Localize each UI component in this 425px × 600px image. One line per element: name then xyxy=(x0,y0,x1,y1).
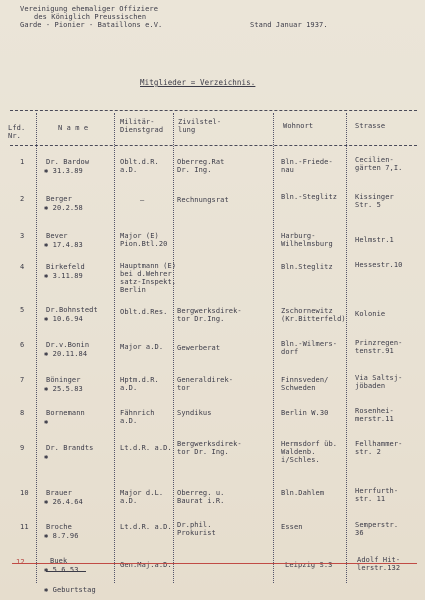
birth-star-icon: ✱ xyxy=(44,586,49,594)
column-divider xyxy=(273,113,274,583)
member-street: Via Saltsj- jöbaden xyxy=(355,374,403,390)
document-title: Mitglieder = Verzeichnis. xyxy=(140,78,256,87)
birth-star-icon: ✱ xyxy=(44,566,49,574)
birth-star-icon: ✱ xyxy=(44,272,49,280)
birthday-legend: ✱ Geburtstag xyxy=(44,586,96,594)
birth-star-icon: ✱ xyxy=(44,167,49,175)
member-residence: Leipzig S.3 xyxy=(285,561,333,569)
birth-date: ✱ 3.11.89 xyxy=(44,272,83,280)
member-name: Berger xyxy=(46,195,72,203)
member-civil: Generaldirek- tor xyxy=(177,376,234,392)
birth-date: ✱ 5.6.53 xyxy=(44,566,79,574)
member-rank: Fähnrich a.D. xyxy=(120,409,155,425)
member-street: Semperstr. 36 xyxy=(355,521,399,537)
col-header-nr: Lfd. Nr. xyxy=(8,124,26,140)
member-rank: Oblt.d.Res. xyxy=(120,308,168,316)
member-rank: – xyxy=(140,196,145,204)
birth-star-icon: ✱ xyxy=(44,418,49,426)
member-residence: Zschornewitz (Kr.Bitterfeld) xyxy=(281,307,346,323)
member-name: Dr. Brandts xyxy=(46,444,94,452)
birth-date: ✱ 20.11.84 xyxy=(44,350,88,358)
col-header-name: N a m e xyxy=(58,124,89,132)
col-header-residence: Wohnort xyxy=(283,122,314,130)
member-rank: Hauptmann (E) bei d.Wehrer satz-Inspekt. Berlin xyxy=(120,262,177,294)
member-name: Buek xyxy=(50,557,68,565)
member-residence: Finnsveden/ Schweden xyxy=(281,376,329,392)
member-residence: Bln.-Steglitz xyxy=(281,193,338,201)
member-residence: Essen xyxy=(281,523,303,531)
col-header-street: Strasse xyxy=(355,122,386,130)
member-residence: Harburg- Wilhelmsburg xyxy=(281,232,333,248)
birth-date: ✱ 20.2.58 xyxy=(44,204,83,212)
member-name: Böninger xyxy=(46,376,81,384)
member-residence: Bln.Dahlem xyxy=(281,489,325,497)
member-street: Cecilien- gärten 7,I. xyxy=(355,156,403,172)
member-civil: Rechnungsrat xyxy=(177,196,229,204)
row-nr: 6 xyxy=(20,341,25,349)
member-name: Dr. Bardow xyxy=(46,158,90,166)
birth-star-icon: ✱ xyxy=(44,315,49,323)
member-civil: Dr.phil. Prokurist xyxy=(177,521,216,537)
table-top-rule xyxy=(10,110,417,111)
member-rank: Oblt.d.R. a.D. xyxy=(120,158,159,174)
birth-date: ✱ 10.6.94 xyxy=(44,315,83,323)
org-line-1: Vereinigung ehemaliger Offiziere xyxy=(20,5,159,13)
member-civil: Oberreg.Rat Dr. Ing. xyxy=(177,158,225,174)
member-rank: Gen.Maj.a.D. xyxy=(120,561,172,569)
row-nr: 3 xyxy=(20,232,25,240)
member-name: Bever xyxy=(46,232,68,240)
birth-date: ✱ 26.4.64 xyxy=(44,498,83,506)
row-nr: 10 xyxy=(20,489,29,497)
member-name: Broche xyxy=(46,523,72,531)
member-rank: Major d.L. a.D. xyxy=(120,489,164,505)
member-name: Bornemann xyxy=(46,409,85,417)
birth-date xyxy=(44,418,48,426)
row-nr: 2 xyxy=(20,195,25,203)
row-nr: 12 xyxy=(16,558,25,566)
member-civil: Bergwerksdirek- tor Dr. Ing. xyxy=(177,440,242,456)
org-line-3: Garde - Pionier - Bataillons e.V. xyxy=(20,21,163,29)
member-street: Kissinger Str. 5 xyxy=(355,193,394,209)
member-street: Adolf Hit- lerstr.132 xyxy=(357,556,401,572)
member-civil: Gewerberat xyxy=(177,344,221,352)
org-line-2: des Königlich Preussischen xyxy=(34,13,147,21)
row-nr: 5 xyxy=(20,306,25,314)
member-residence: Bln.-Wilmers- dorf xyxy=(281,340,338,356)
member-residence: Hermsdorf üb. Waldenb. i/Schles. xyxy=(281,440,338,464)
table-header-rule xyxy=(10,145,417,146)
row-nr: 11 xyxy=(20,523,29,531)
birth-star-icon: ✱ xyxy=(44,453,49,461)
birth-date: ✱ 31.3.89 xyxy=(44,167,83,175)
member-rank: Major (E) Pion.Btl.20 xyxy=(120,232,168,248)
member-name: Dr.v.Bonin xyxy=(46,341,90,349)
row-nr: 9 xyxy=(20,444,25,452)
birth-date xyxy=(44,453,48,461)
member-rank: Major a.D. xyxy=(120,343,164,351)
member-rank: Hptm.d.R. a.D. xyxy=(120,376,159,392)
row-nr: 8 xyxy=(20,409,25,417)
member-street: Fellhammer- str. 2 xyxy=(355,440,403,456)
document-date: Stand Januar 1937. xyxy=(250,21,328,29)
member-residence: Berlin W.30 xyxy=(281,409,329,417)
member-residence: Bln.Steglitz xyxy=(281,263,333,271)
member-name: Brauer xyxy=(46,489,72,497)
row-nr: 7 xyxy=(20,376,25,384)
column-divider xyxy=(346,113,347,583)
member-rank: Lt.d.R. a.D. xyxy=(120,523,172,531)
member-street: Prinzregen- tenstr.91 xyxy=(355,339,403,355)
column-divider xyxy=(173,113,174,583)
member-street: Rosenhei- merstr.11 xyxy=(355,407,394,423)
member-street: Hessestr.10 xyxy=(355,261,403,269)
member-civil: Syndikus xyxy=(177,409,212,417)
birth-star-icon: ✱ xyxy=(44,350,49,358)
birth-star-icon: ✱ xyxy=(44,498,49,506)
member-street: Kolonie xyxy=(355,310,386,318)
member-civil: Bergwerksdirek- tor Dr.Ing. xyxy=(177,307,242,323)
member-civil: Oberreg. u. Baurat i.R. xyxy=(177,489,225,505)
birth-star-icon: ✱ xyxy=(44,241,49,249)
birth-star-icon: ✱ xyxy=(44,204,49,212)
birth-date: ✱ 17.4.83 xyxy=(44,241,83,249)
col-header-civil: Zivilstel- lung xyxy=(178,118,222,134)
column-divider xyxy=(36,113,37,583)
row-nr: 1 xyxy=(20,158,25,166)
member-rank: Lt.d.R. a.D. xyxy=(120,444,172,452)
birth-date: ✱ 8.7.96 xyxy=(44,532,79,540)
member-street: Helmstr.1 xyxy=(355,236,394,244)
birth-star-icon: ✱ xyxy=(44,385,49,393)
member-name: Dr.Bohnstedt xyxy=(46,306,98,314)
column-divider xyxy=(114,113,115,583)
strike-through-line xyxy=(12,563,417,564)
birth-star-icon: ✱ xyxy=(44,532,49,540)
member-residence: Bln.-Friede- nau xyxy=(281,158,333,174)
col-header-rank: Militär- Dienstgrad xyxy=(120,118,164,134)
strike-through-line xyxy=(46,571,86,572)
member-street: Herrfurth- str. 11 xyxy=(355,487,399,503)
birth-date: ✱ 25.5.83 xyxy=(44,385,83,393)
row-nr: 4 xyxy=(20,263,25,271)
member-name: Birkefeld xyxy=(46,263,85,271)
